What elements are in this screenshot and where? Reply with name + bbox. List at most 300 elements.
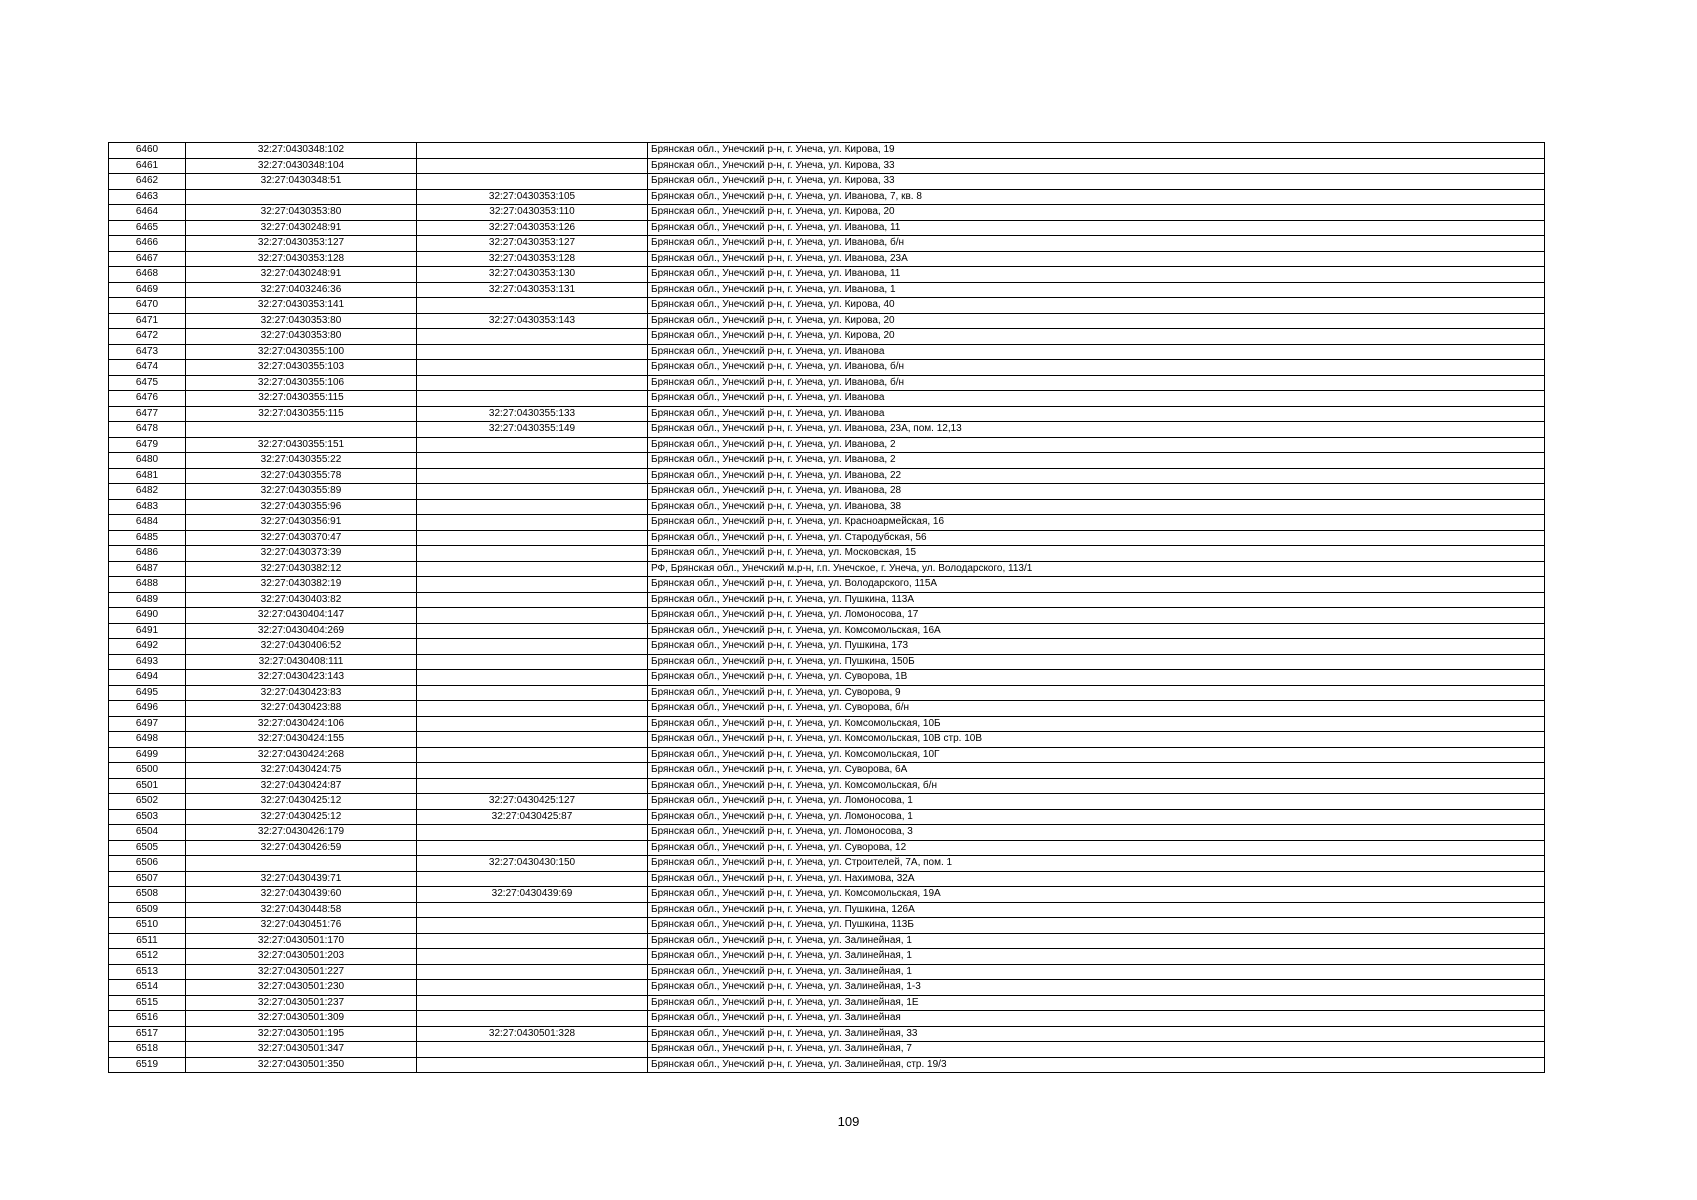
row-number-cell: 6480 (109, 453, 186, 469)
cadastral-number-cell: 32:27:0430501:230 (186, 980, 417, 996)
address-cell: Брянская обл., Унечский р-н, г. Унеча, ул. Иванова, 38 (648, 499, 1545, 515)
row-number-cell: 6517 (109, 1026, 186, 1042)
table-row (109, 158, 1545, 174)
cadastral-number-cell: 32:27:0430424:155 (186, 732, 417, 748)
related-cadastral-number-cell (417, 685, 648, 701)
address-cell: Брянская обл., Унечский р-н, г. Унеча, ул. Залинейная, 33 (648, 1026, 1545, 1042)
cadastral-number-cell: 32:27:0430426:59 (186, 840, 417, 856)
address-cell: Брянская обл., Унечский р-н, г. Унеча, ул. Суворова, 12 (648, 840, 1545, 856)
related-cadastral-number-cell: 32:27:0430353:126 (417, 220, 648, 236)
table-row (109, 375, 1545, 391)
cadastral-number-cell (186, 189, 417, 205)
related-cadastral-number-cell (417, 949, 648, 965)
row-number-cell: 6473 (109, 344, 186, 360)
table-row (109, 577, 1545, 593)
address-cell: РФ, Брянская обл., Унечский м.р-н, г.п. Унечское, г. Унеча, ул. Володарского, 113/1 (648, 561, 1545, 577)
row-number-cell: 6484 (109, 515, 186, 531)
table-row (109, 809, 1545, 825)
address-cell: Брянская обл., Унечский р-н, г. Унеча, ул. Иванова, 11 (648, 220, 1545, 236)
row-number-cell: 6471 (109, 313, 186, 329)
cadastral-number-cell: 32:27:0430425:12 (186, 794, 417, 810)
address-cell: Брянская обл., Унечский р-н, г. Унеча, ул. Залинейная, 1 (648, 964, 1545, 980)
related-cadastral-number-cell (417, 577, 648, 593)
related-cadastral-number-cell: 32:27:0430430:150 (417, 856, 648, 872)
address-cell: Брянская обл., Унечский р-н, г. Унеча, ул. Ломоносова, 1 (648, 794, 1545, 810)
related-cadastral-number-cell (417, 902, 648, 918)
cadastral-number-cell: 32:27:0430353:127 (186, 236, 417, 252)
address-cell: Брянская обл., Унечский р-н, г. Унеча, ул. Иванова (648, 406, 1545, 422)
address-cell: Брянская обл., Унечский р-н, г. Унеча, ул. Комсомольская, 16А (648, 623, 1545, 639)
table-row (109, 530, 1545, 546)
address-cell: Брянская обл., Унечский р-н, г. Унеча, ул. Суворова, б/н (648, 701, 1545, 717)
row-number-cell: 6487 (109, 561, 186, 577)
related-cadastral-number-cell (417, 344, 648, 360)
cadastral-number-cell: 32:27:0430355:115 (186, 391, 417, 407)
cadastral-number-cell: 32:27:0430501:195 (186, 1026, 417, 1042)
cadastral-number-cell: 32:27:0430448:58 (186, 902, 417, 918)
table-row (109, 499, 1545, 515)
related-cadastral-number-cell (417, 980, 648, 996)
row-number-cell: 6469 (109, 282, 186, 298)
address-cell: Брянская обл., Унечский р-н, г. Унеча, ул. Иванова, 2 (648, 437, 1545, 453)
cadastral-number-cell: 32:27:0430501:237 (186, 995, 417, 1011)
cadastral-number-cell: 32:27:0403246:36 (186, 282, 417, 298)
address-cell: Брянская обл., Унечский р-н, г. Унеча, ул. Нахимова, 32А (648, 871, 1545, 887)
cadastral-number-cell: 32:27:0430355:115 (186, 406, 417, 422)
row-number-cell: 6485 (109, 530, 186, 546)
table-row (109, 1011, 1545, 1027)
row-number-cell: 6507 (109, 871, 186, 887)
table-row (109, 856, 1545, 872)
row-number-cell: 6461 (109, 158, 186, 174)
related-cadastral-number-cell (417, 298, 648, 314)
cadastral-number-cell: 32:27:0430424:75 (186, 763, 417, 779)
row-number-cell: 6470 (109, 298, 186, 314)
related-cadastral-number-cell (417, 468, 648, 484)
cadastral-number-cell: 32:27:0430439:71 (186, 871, 417, 887)
table-row (109, 980, 1545, 996)
related-cadastral-number-cell: 32:27:0430353:128 (417, 251, 648, 267)
cadastral-number-cell: 32:27:0430355:89 (186, 484, 417, 500)
cadastral-number-cell: 32:27:0430439:60 (186, 887, 417, 903)
related-cadastral-number-cell: 32:27:0430355:133 (417, 406, 648, 422)
address-cell: Брянская обл., Унечский р-н, г. Унеча, ул. Суворова, 6А (648, 763, 1545, 779)
cadastral-number-cell: 32:27:0430403:82 (186, 592, 417, 608)
cadastral-number-cell: 32:27:0430355:78 (186, 468, 417, 484)
table-row (109, 515, 1545, 531)
address-cell: Брянская обл., Унечский р-н, г. Унеча, ул. Пушкина, 113Б (648, 918, 1545, 934)
related-cadastral-number-cell: 32:27:0430353:127 (417, 236, 648, 252)
table-row (109, 623, 1545, 639)
table-row (109, 701, 1545, 717)
address-cell: Брянская обл., Унечский р-н, г. Унеча, ул. Иванова, 7, кв. 8 (648, 189, 1545, 205)
table-row (109, 453, 1545, 469)
table-row (109, 608, 1545, 624)
address-cell: Брянская обл., Унечский р-н, г. Унеча, ул. Кирова, 40 (648, 298, 1545, 314)
row-number-cell: 6512 (109, 949, 186, 965)
row-number-cell: 6498 (109, 732, 186, 748)
cadastral-number-cell: 32:27:0430353:80 (186, 205, 417, 221)
row-number-cell: 6464 (109, 205, 186, 221)
address-cell: Брянская обл., Унечский р-н, г. Унеча, ул. Комсомольская, 19А (648, 887, 1545, 903)
related-cadastral-number-cell (417, 561, 648, 577)
cadastral-number-cell: 32:27:0430426:179 (186, 825, 417, 841)
related-cadastral-number-cell (417, 453, 648, 469)
address-cell: Брянская обл., Унечский р-н, г. Унеча, ул. Пушкина, 173 (648, 639, 1545, 655)
table-row (109, 360, 1545, 376)
row-number-cell: 6462 (109, 174, 186, 190)
address-cell: Брянская обл., Унечский р-н, г. Унеча, ул. Комсомольская, 10Б (648, 716, 1545, 732)
row-number-cell: 6509 (109, 902, 186, 918)
cadastral-number-cell: 32:27:0430348:51 (186, 174, 417, 190)
cadastral-number-cell: 32:27:0430373:39 (186, 546, 417, 562)
row-number-cell: 6513 (109, 964, 186, 980)
cadastral-number-cell: 32:27:0430382:12 (186, 561, 417, 577)
address-cell: Брянская обл., Унечский р-н, г. Унеча, ул. Стародубская, 56 (648, 530, 1545, 546)
table-row (109, 267, 1545, 283)
row-number-cell: 6503 (109, 809, 186, 825)
row-number-cell: 6500 (109, 763, 186, 779)
address-cell: Брянская обл., Унечский р-н, г. Унеча, ул. Суворова, 9 (648, 685, 1545, 701)
related-cadastral-number-cell: 32:27:0430501:328 (417, 1026, 648, 1042)
row-number-cell: 6490 (109, 608, 186, 624)
table-row (109, 825, 1545, 841)
table-row (109, 313, 1545, 329)
address-cell: Брянская обл., Унечский р-н, г. Унеча, ул. Залинейная, 1-3 (648, 980, 1545, 996)
address-cell: Брянская обл., Унечский р-н, г. Унеча, ул. Московская, 15 (648, 546, 1545, 562)
row-number-cell: 6476 (109, 391, 186, 407)
cadastral-number-cell: 32:27:0430355:103 (186, 360, 417, 376)
related-cadastral-number-cell (417, 499, 648, 515)
related-cadastral-number-cell (417, 825, 648, 841)
address-cell: Брянская обл., Унечский р-н, г. Унеча, ул. Комсомольская, 10В стр. 10В (648, 732, 1545, 748)
related-cadastral-number-cell (417, 1042, 648, 1058)
address-cell: Брянская обл., Унечский р-н, г. Унеча, ул. Кирова, 19 (648, 143, 1545, 159)
table-row (109, 251, 1545, 267)
cadastral-number-cell: 32:27:0430355:151 (186, 437, 417, 453)
row-number-cell: 6468 (109, 267, 186, 283)
related-cadastral-number-cell (417, 995, 648, 1011)
related-cadastral-number-cell (417, 763, 648, 779)
row-number-cell: 6491 (109, 623, 186, 639)
cadastral-number-cell: 32:27:0430501:350 (186, 1057, 417, 1073)
table-row (109, 220, 1545, 236)
cadastral-number-cell: 32:27:0430353:128 (186, 251, 417, 267)
address-cell: Брянская обл., Унечский р-н, г. Унеча, ул. Иванова, 2 (648, 453, 1545, 469)
table-row (109, 391, 1545, 407)
cadastral-number-cell: 32:27:0430501:227 (186, 964, 417, 980)
table-row (109, 747, 1545, 763)
address-cell: Брянская обл., Унечский р-н, г. Унеча, ул. Ломоносова, 17 (648, 608, 1545, 624)
address-cell: Брянская обл., Унечский р-н, г. Унеча, ул. Иванова, 23А (648, 251, 1545, 267)
address-cell: Брянская обл., Унечский р-н, г. Унеча, ул. Ломоносова, 3 (648, 825, 1545, 841)
related-cadastral-number-cell (417, 670, 648, 686)
table-row (109, 344, 1545, 360)
table-row (109, 778, 1545, 794)
table-row (109, 484, 1545, 500)
row-number-cell: 6502 (109, 794, 186, 810)
cadastral-number-cell: 32:27:0430424:87 (186, 778, 417, 794)
related-cadastral-number-cell (417, 918, 648, 934)
table-row (109, 887, 1545, 903)
related-cadastral-number-cell: 32:27:0430353:130 (417, 267, 648, 283)
table-row (109, 329, 1545, 345)
address-cell: Брянская обл., Унечский р-н, г. Унеча, ул. Залинейная, 1Е (648, 995, 1545, 1011)
cadastral-number-cell: 32:27:0430424:106 (186, 716, 417, 732)
related-cadastral-number-cell (417, 143, 648, 159)
address-cell: Брянская обл., Унечский р-н, г. Унеча, ул. Залинейная (648, 1011, 1545, 1027)
address-cell: Брянская обл., Унечский р-н, г. Унеча, ул. Красноармейская, 16 (648, 515, 1545, 531)
related-cadastral-number-cell (417, 716, 648, 732)
table-row (109, 422, 1545, 438)
related-cadastral-number-cell: 32:27:0430425:87 (417, 809, 648, 825)
table-row (109, 964, 1545, 980)
related-cadastral-number-cell (417, 329, 648, 345)
cadastral-number-cell: 32:27:0430355:96 (186, 499, 417, 515)
address-cell: Брянская обл., Унечский р-н, г. Унеча, ул. Иванова, 1 (648, 282, 1545, 298)
table-row (109, 794, 1545, 810)
row-number-cell: 6481 (109, 468, 186, 484)
row-number-cell: 6504 (109, 825, 186, 841)
row-number-cell: 6492 (109, 639, 186, 655)
related-cadastral-number-cell (417, 871, 648, 887)
row-number-cell: 6474 (109, 360, 186, 376)
row-number-cell: 6489 (109, 592, 186, 608)
related-cadastral-number-cell (417, 639, 648, 655)
cadastral-number-cell: 32:27:0430423:143 (186, 670, 417, 686)
row-number-cell: 6494 (109, 670, 186, 686)
related-cadastral-number-cell: 32:27:0430353:105 (417, 189, 648, 205)
cadastral-number-cell: 32:27:0430355:100 (186, 344, 417, 360)
table-row (109, 949, 1545, 965)
cadastral-number-cell: 32:27:0430382:19 (186, 577, 417, 593)
related-cadastral-number-cell: 32:27:0430355:149 (417, 422, 648, 438)
cadastral-number-cell: 32:27:0430348:102 (186, 143, 417, 159)
address-cell: Брянская обл., Унечский р-н, г. Унеча, ул. Иванова, 22 (648, 468, 1545, 484)
table-row (109, 1026, 1545, 1042)
address-cell: Брянская обл., Унечский р-н, г. Унеча, ул. Иванова (648, 344, 1545, 360)
related-cadastral-number-cell (417, 360, 648, 376)
related-cadastral-number-cell (417, 1057, 648, 1073)
table-row (109, 933, 1545, 949)
cadastral-number-cell: 32:27:0430353:141 (186, 298, 417, 314)
table-row (109, 654, 1545, 670)
table-row (109, 236, 1545, 252)
related-cadastral-number-cell (417, 546, 648, 562)
address-cell: Брянская обл., Унечский р-н, г. Унеча, ул. Иванова, б/н (648, 360, 1545, 376)
address-cell: Брянская обл., Унечский р-н, г. Унеча, ул. Иванова, б/н (648, 236, 1545, 252)
address-cell: Брянская обл., Унечский р-н, г. Унеча, ул. Кирова, 20 (648, 205, 1545, 221)
related-cadastral-number-cell (417, 158, 648, 174)
row-number-cell: 6478 (109, 422, 186, 438)
table-row (109, 1042, 1545, 1058)
row-number-cell: 6501 (109, 778, 186, 794)
cadastral-number-cell: 32:27:0430404:269 (186, 623, 417, 639)
row-number-cell: 6497 (109, 716, 186, 732)
cadastral-number-cell: 32:27:0430356:91 (186, 515, 417, 531)
row-number-cell: 6516 (109, 1011, 186, 1027)
row-number-cell: 6515 (109, 995, 186, 1011)
cadastral-number-cell: 32:27:0430501:170 (186, 933, 417, 949)
cadastral-number-cell: 32:27:0430501:203 (186, 949, 417, 965)
row-number-cell: 6465 (109, 220, 186, 236)
table-row (109, 1057, 1545, 1073)
address-cell: Брянская обл., Унечский р-н, г. Унеча, ул. Комсомольская, 10Г (648, 747, 1545, 763)
address-cell: Брянская обл., Унечский р-н, г. Унеча, ул. Кирова, 33 (648, 174, 1545, 190)
cadastral-number-cell: 32:27:0430501:347 (186, 1042, 417, 1058)
row-number-cell: 6466 (109, 236, 186, 252)
cadastral-number-cell: 32:27:0430370:47 (186, 530, 417, 546)
cadastral-number-cell: 32:27:0430423:83 (186, 685, 417, 701)
row-number-cell: 6467 (109, 251, 186, 267)
row-number-cell: 6460 (109, 143, 186, 159)
cadastral-number-cell: 32:27:0430248:91 (186, 267, 417, 283)
row-number-cell: 6495 (109, 685, 186, 701)
row-number-cell: 6518 (109, 1042, 186, 1058)
table-row (109, 716, 1545, 732)
address-cell: Брянская обл., Унечский р-н, г. Унеча, ул. Иванова, 11 (648, 267, 1545, 283)
related-cadastral-number-cell: 32:27:0430353:143 (417, 313, 648, 329)
table-row (109, 592, 1545, 608)
related-cadastral-number-cell (417, 375, 648, 391)
table-row (109, 639, 1545, 655)
row-number-cell: 6477 (109, 406, 186, 422)
address-cell: Брянская обл., Унечский р-н, г. Унеча, ул. Кирова, 20 (648, 313, 1545, 329)
related-cadastral-number-cell: 32:27:0430353:131 (417, 282, 648, 298)
related-cadastral-number-cell (417, 391, 648, 407)
cadastral-number-cell: 32:27:0430424:268 (186, 747, 417, 763)
cadastral-number-cell: 32:27:0430408:111 (186, 654, 417, 670)
address-cell: Брянская обл., Унечский р-н, г. Унеча, ул. Ломоносова, 1 (648, 809, 1545, 825)
table-row (109, 840, 1545, 856)
row-number-cell: 6483 (109, 499, 186, 515)
row-number-cell: 6488 (109, 577, 186, 593)
table-row (109, 468, 1545, 484)
cadastral-number-cell: 32:27:0430406:52 (186, 639, 417, 655)
related-cadastral-number-cell (417, 732, 648, 748)
related-cadastral-number-cell (417, 933, 648, 949)
related-cadastral-number-cell: 32:27:0430439:69 (417, 887, 648, 903)
table-row (109, 732, 1545, 748)
table-row (109, 685, 1545, 701)
related-cadastral-number-cell (417, 515, 648, 531)
row-number-cell: 6514 (109, 980, 186, 996)
address-cell: Брянская обл., Унечский р-н, г. Унеча, ул. Пушкина, 150Б (648, 654, 1545, 670)
address-cell: Брянская обл., Унечский р-н, г. Унеча, ул. Пушкина, 113А (648, 592, 1545, 608)
cadastral-number-cell: 32:27:0430248:91 (186, 220, 417, 236)
table-row (109, 189, 1545, 205)
address-cell: Брянская обл., Унечский р-н, г. Унеча, ул. Суворова, 1В (648, 670, 1545, 686)
address-cell: Брянская обл., Унечский р-н, г. Унеча, ул. Залинейная, 1 (648, 949, 1545, 965)
table-row (109, 561, 1545, 577)
related-cadastral-number-cell (417, 623, 648, 639)
register-table (108, 142, 1545, 1073)
cadastral-number-cell: 32:27:0430423:88 (186, 701, 417, 717)
address-cell: Брянская обл., Унечский р-н, г. Унеча, ул. Залинейная, 7 (648, 1042, 1545, 1058)
address-cell: Брянская обл., Унечский р-н, г. Унеча, ул. Залинейная, стр. 19/3 (648, 1057, 1545, 1073)
related-cadastral-number-cell (417, 654, 648, 670)
table-row (109, 298, 1545, 314)
cadastral-number-cell: 32:27:0430355:106 (186, 375, 417, 391)
table-row (109, 437, 1545, 453)
cadastral-number-cell (186, 422, 417, 438)
cadastral-number-cell (186, 856, 417, 872)
row-number-cell: 6493 (109, 654, 186, 670)
row-number-cell: 6475 (109, 375, 186, 391)
address-cell: Брянская обл., Унечский р-н, г. Унеча, ул. Строителей, 7А, пом. 1 (648, 856, 1545, 872)
related-cadastral-number-cell (417, 592, 648, 608)
address-cell: Брянская обл., Унечский р-н, г. Унеча, ул. Иванова, б/н (648, 375, 1545, 391)
related-cadastral-number-cell (417, 530, 648, 546)
related-cadastral-number-cell: 32:27:0430353:110 (417, 205, 648, 221)
table-row (109, 670, 1545, 686)
table-row (109, 763, 1545, 779)
cadastral-number-cell: 32:27:0430348:104 (186, 158, 417, 174)
table-row (109, 902, 1545, 918)
table-row (109, 282, 1545, 298)
related-cadastral-number-cell (417, 964, 648, 980)
cadastral-number-cell: 32:27:0430451:76 (186, 918, 417, 934)
related-cadastral-number-cell (417, 778, 648, 794)
table-row (109, 143, 1545, 159)
row-number-cell: 6519 (109, 1057, 186, 1073)
related-cadastral-number-cell (417, 608, 648, 624)
table-row (109, 871, 1545, 887)
row-number-cell: 6482 (109, 484, 186, 500)
table-row (109, 205, 1545, 221)
row-number-cell: 6479 (109, 437, 186, 453)
row-number-cell: 6499 (109, 747, 186, 763)
row-number-cell: 6463 (109, 189, 186, 205)
cadastral-number-cell: 32:27:0430404:147 (186, 608, 417, 624)
cadastral-number-cell: 32:27:0430353:80 (186, 329, 417, 345)
page-number: 109 (837, 1114, 860, 1129)
table-row (109, 546, 1545, 562)
row-number-cell: 6508 (109, 887, 186, 903)
address-cell: Брянская обл., Унечский р-н, г. Унеча, ул. Иванова, 28 (648, 484, 1545, 500)
address-cell: Брянская обл., Унечский р-н, г. Унеча, ул. Кирова, 20 (648, 329, 1545, 345)
row-number-cell: 6496 (109, 701, 186, 717)
related-cadastral-number-cell (417, 437, 648, 453)
address-cell: Брянская обл., Унечский р-н, г. Унеча, ул. Залинейная, 1 (648, 933, 1545, 949)
related-cadastral-number-cell (417, 1011, 648, 1027)
address-cell: Брянская обл., Унечский р-н, г. Унеча, ул. Володарского, 115А (648, 577, 1545, 593)
row-number-cell: 6506 (109, 856, 186, 872)
address-cell: Брянская обл., Унечский р-н, г. Унеча, ул. Комсомольская, б/н (648, 778, 1545, 794)
related-cadastral-number-cell: 32:27:0430425:127 (417, 794, 648, 810)
address-cell: Брянская обл., Унечский р-н, г. Унеча, ул. Иванова (648, 391, 1545, 407)
cadastral-number-cell: 32:27:0430501:309 (186, 1011, 417, 1027)
related-cadastral-number-cell (417, 701, 648, 717)
table-body (109, 143, 1545, 1073)
row-number-cell: 6510 (109, 918, 186, 934)
table-row (109, 174, 1545, 190)
cadastral-number-cell: 32:27:0430355:22 (186, 453, 417, 469)
cadastral-number-cell: 32:27:0430353:80 (186, 313, 417, 329)
cadastral-number-cell: 32:27:0430425:12 (186, 809, 417, 825)
row-number-cell: 6505 (109, 840, 186, 856)
table-row (109, 918, 1545, 934)
table-row (109, 995, 1545, 1011)
address-cell: Брянская обл., Унечский р-н, г. Унеча, ул. Кирова, 33 (648, 158, 1545, 174)
row-number-cell: 6511 (109, 933, 186, 949)
related-cadastral-number-cell (417, 484, 648, 500)
row-number-cell: 6486 (109, 546, 186, 562)
address-cell: Брянская обл., Унечский р-н, г. Унеча, ул. Иванова, 23А, пом. 12,13 (648, 422, 1545, 438)
table-row (109, 406, 1545, 422)
related-cadastral-number-cell (417, 747, 648, 763)
related-cadastral-number-cell (417, 840, 648, 856)
